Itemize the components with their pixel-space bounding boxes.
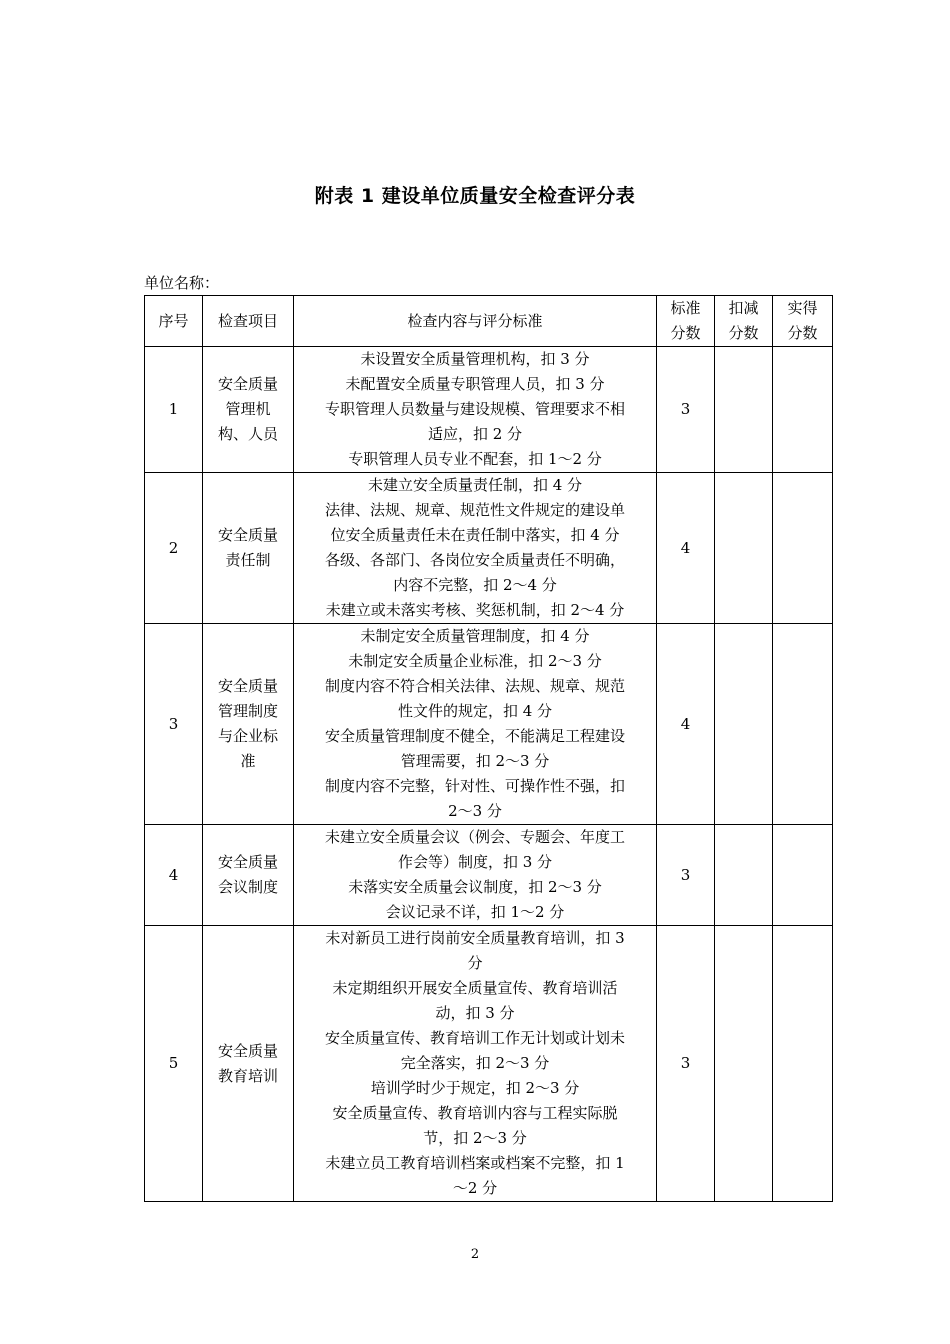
row-no: 3 bbox=[145, 624, 203, 825]
page-number: 2 bbox=[470, 1247, 480, 1262]
row-deduction-cell[interactable] bbox=[715, 624, 773, 825]
row-content: 未建立安全质量责任制，扣 4 分 法律、法规、规章、规范性文件规定的建设单 位安全质量责任未在责任制中落实，扣 4 分 各级、各部门、各岗位安全质量责任不明确， 内容不完整，扣 2～4 分 未建立或未落实考核、奖惩机制，扣 2～4 分 bbox=[294, 473, 657, 624]
table-row bbox=[145, 926, 833, 1202]
row-standard-score: 4 bbox=[657, 473, 715, 624]
row-no: 1 bbox=[145, 347, 203, 473]
header-deduction: 扣减 分数 bbox=[715, 296, 773, 347]
row-actual-score-cell[interactable] bbox=[773, 473, 833, 624]
row-actual-score-cell[interactable] bbox=[773, 347, 833, 473]
row-standard-score: 3 bbox=[657, 825, 715, 926]
row-deduction-cell[interactable] bbox=[715, 926, 773, 1202]
row-deduction-cell[interactable] bbox=[715, 347, 773, 473]
header-actual: 实得 分数 bbox=[773, 296, 833, 347]
row-no: 4 bbox=[145, 825, 203, 926]
header-item: 检查项目 bbox=[203, 296, 294, 347]
row-item: 安全质量 会议制度 bbox=[203, 825, 294, 926]
table-row bbox=[145, 347, 833, 473]
row-actual-score-cell[interactable] bbox=[773, 825, 833, 926]
row-item: 安全质量 管理制度 与企业标 准 bbox=[203, 624, 294, 825]
row-item: 安全质量 管理机 构、人员 bbox=[203, 347, 294, 473]
row-standard-score: 3 bbox=[657, 926, 715, 1202]
row-item: 安全质量 责任制 bbox=[203, 473, 294, 624]
table-row bbox=[145, 473, 833, 624]
table-row bbox=[145, 624, 833, 825]
row-actual-score-cell[interactable] bbox=[773, 624, 833, 825]
row-deduction-cell[interactable] bbox=[715, 473, 773, 624]
row-actual-score-cell[interactable] bbox=[773, 926, 833, 1202]
table-header-row bbox=[145, 296, 833, 347]
page-title: 附表 1 建设单位质量安全检查评分表 bbox=[314, 185, 636, 207]
header-standard: 标准 分数 bbox=[657, 296, 715, 347]
row-no: 2 bbox=[145, 473, 203, 624]
score-table bbox=[144, 295, 833, 1202]
row-content: 未制定安全质量管理制度，扣 4 分 未制定安全质量企业标准，扣 2～3 分 制度内容不符合相关法律、法规、规章、规范 性文件的规定，扣 4 分 安全质量管理制度不健全，不能满足工程建设 管理需要，扣 2～3 分 制度内容不完整，针对性、可操作性不强，扣 2～3 分 bbox=[294, 624, 657, 825]
row-standard-score: 4 bbox=[657, 624, 715, 825]
row-content: 未设置安全质量管理机构，扣 3 分 未配置安全质量专职管理人员，扣 3 分 专职管理人员数量与建设规模、管理要求不相 适应，扣 2 分 专职管理人员专业不配套，扣 1～2 分 bbox=[294, 347, 657, 473]
row-content: 未建立安全质量会议（例会、专题会、年度工 作会等）制度，扣 3 分 未落实安全质量会议制度，扣 2～3 分 会议记录不详，扣 1～2 分 bbox=[294, 825, 657, 926]
row-deduction-cell[interactable] bbox=[715, 825, 773, 926]
header-no: 序号 bbox=[145, 296, 203, 347]
unit-name-label: 单位名称： bbox=[144, 274, 220, 292]
header-content: 检查内容与评分标准 bbox=[294, 296, 657, 347]
row-standard-score: 3 bbox=[657, 347, 715, 473]
row-no: 5 bbox=[145, 926, 203, 1202]
row-item: 安全质量 教育培训 bbox=[203, 926, 294, 1202]
row-content: 未对新员工进行岗前安全质量教育培训，扣 3 分 未定期组织开展安全质量宣传、教育培训活 动，扣 3 分 安全质量宣传、教育培训工作无计划或计划未 完全落实，扣 2～3 分 培训学时少于规定，扣 2～3 分 安全质量宣传、教育培训内容与工程实际脱 节，扣 2～3 分 未建立员工教育培训档案或档案不完整，扣 1 ～2 分 bbox=[294, 926, 657, 1202]
table-row bbox=[145, 825, 833, 926]
